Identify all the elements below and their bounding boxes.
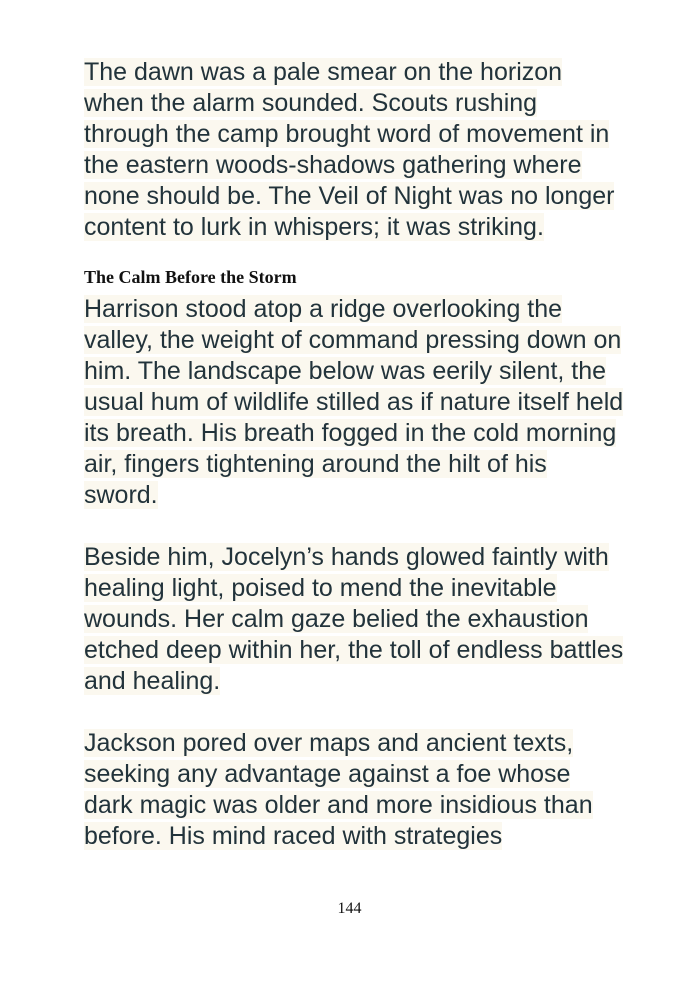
paragraph-text: Harrison stood atop a ridge overlooking the valley, the weight of command pressing down on him. The landscape below was eerily silent, the usual hum of wildlife stilled as if nature itself held its breath. His breath fogged in the cold morning air, fingers tightening around the hilt of his sword. — [84, 295, 624, 509]
paragraph-jocelyn-healing — [84, 542, 624, 697]
paragraph-dawn-alarm — [84, 57, 624, 243]
paragraph-jackson-maps — [84, 728, 624, 852]
paragraph-text: The dawn was a pale smear on the horizon when the alarm sounded. Scouts rushing through the camp brought word of movement in the eastern woods-shadows gathering where none should be. The Veil of Night was no longer content to lurk in whispers; it was striking. — [84, 58, 615, 241]
section-heading: The Calm Before the Storm — [84, 267, 297, 287]
page-content — [84, 57, 624, 852]
paragraph-text: Beside him, Jocelyn’s hands glowed faintly with healing light, poised to mend the inevitable wounds. Her calm gaze belied the exhaustion etched deep within her, the toll of endless battles and healing. — [84, 543, 624, 695]
page-number: 144 — [337, 900, 362, 917]
paragraph-text: Jackson pored over maps and ancient texts, seeking any advantage against a foe whose dark magic was older and more insidious than before. His mind raced with strategies — [84, 729, 593, 850]
paragraph-harrison-ridge — [84, 294, 624, 511]
